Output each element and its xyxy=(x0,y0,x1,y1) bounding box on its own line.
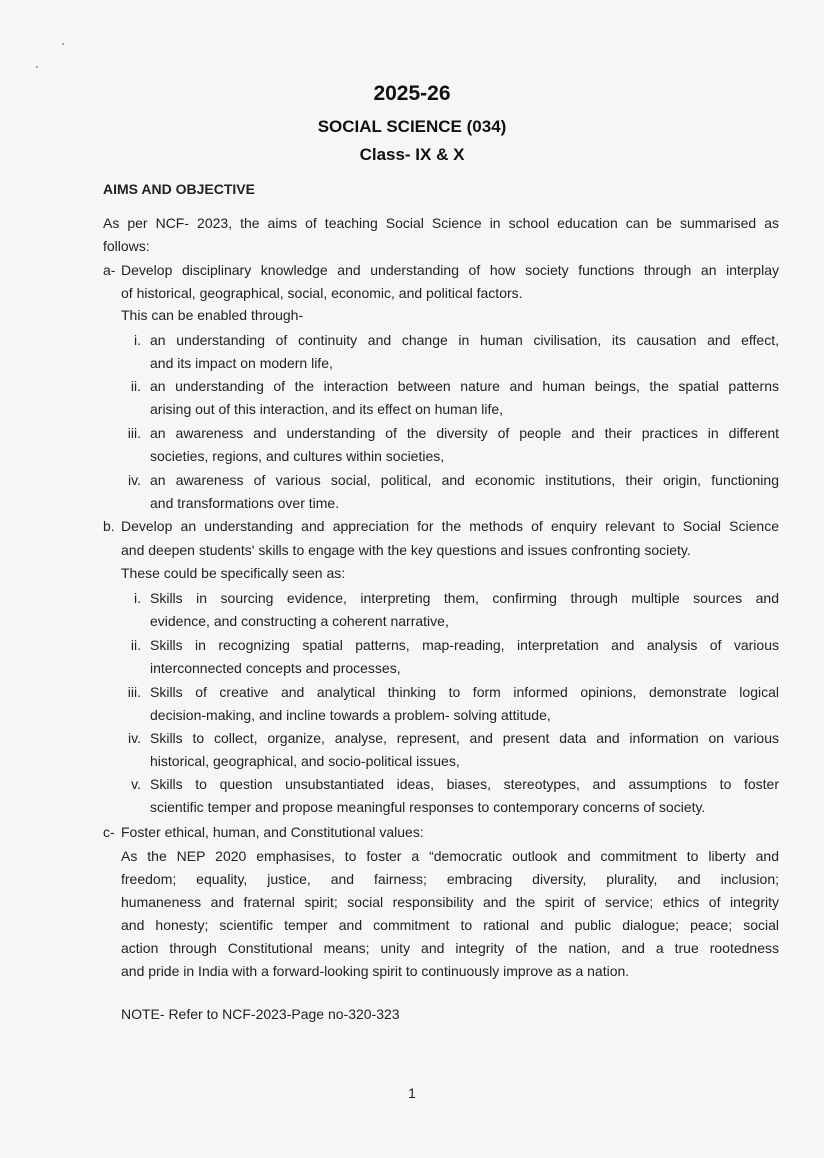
item-a-sub-num: iv. xyxy=(128,472,141,488)
scan-speck xyxy=(62,43,64,45)
item-c-paragraph-line: humaneness and fraternal spirit; social responsibility and the spirit of service; ethics of integrity xyxy=(121,894,779,910)
item-c-paragraph-line: freedom; equality, justice, and fairness; embracing diversity, plurality, and inclusion; xyxy=(121,871,779,887)
item-b-line: Develop an understanding and appreciation for the methods of enquiry relevant to Social Science xyxy=(121,518,779,534)
item-a-sub-line: an awareness of various social, political, and economic institutions, their origin, functioning xyxy=(150,472,779,488)
item-a-sub-num: ii. xyxy=(130,378,141,394)
item-c-title: Foster ethical, human, and Constitutional values: xyxy=(121,824,424,840)
item-a-sub-line: an awareness and understanding of the diversity of people and their practices in different xyxy=(150,425,779,441)
subject-heading: SOCIAL SCIENCE (034) xyxy=(317,117,507,136)
item-b-sub-num: iv. xyxy=(128,730,141,746)
item-a-line: of historical, geographical, social, economic, and political factors. xyxy=(121,285,523,301)
item-c-paragraph-line: action through Constitutional means; unity and integrity of the nation, and a true rootedness xyxy=(121,940,779,956)
item-b-sub-line: interconnected concepts and processes, xyxy=(150,660,401,676)
item-a-lead: This can be enabled through- xyxy=(121,307,304,323)
item-b-sub-line: scientific temper and propose meaningful responses to contemporary concerns of society. xyxy=(150,799,706,815)
item-b-line: and deepen students' skills to engage with the key questions and issues confronting society. xyxy=(121,542,691,558)
item-b-sub-num: v. xyxy=(131,776,141,792)
item-a-sub-line: arising out of this interaction, and its effect on human life, xyxy=(150,401,504,417)
class-heading: Class- IX & X xyxy=(359,145,465,164)
note: NOTE- Refer to NCF-2023-Page no-320-323 xyxy=(121,1006,400,1022)
item-a-marker: a- xyxy=(103,262,116,278)
item-a-sub-line: an understanding of the interaction between nature and human beings, the spatial patterns xyxy=(150,378,779,394)
section-heading: AIMS AND OBJECTIVE xyxy=(103,181,255,197)
item-b-sub-line: decision-making, and incline towards a problem- solving attitude, xyxy=(150,707,551,723)
item-a-sub-num: iii. xyxy=(127,425,141,441)
item-c-paragraph-line: and pride in India with a forward-looking spirit to continuously improve as a nation. xyxy=(121,963,630,979)
year-heading: 2025-26 xyxy=(373,82,451,105)
item-b-sub-line: Skills in recognizing spatial patterns, map-reading, interpretation and analysis of various xyxy=(150,637,779,653)
item-b-sub-line: Skills of creative and analytical thinking to form informed opinions, demonstrate logical xyxy=(150,684,779,700)
item-a-sub-num: i. xyxy=(134,332,141,348)
scan-speck xyxy=(36,66,38,68)
item-a-sub-line: societies, regions, and cultures within societies, xyxy=(150,448,445,464)
item-b-sub-line: historical, geographical, and socio-political issues, xyxy=(150,753,460,769)
item-a-line: Develop disciplinary knowledge and understanding of how society functions through an interplay xyxy=(121,262,779,278)
item-b-sub-num: i. xyxy=(134,590,141,606)
item-b-marker: b. xyxy=(103,518,115,534)
item-b-lead: These could be specifically seen as: xyxy=(121,565,346,581)
item-b-sub-line: Skills in sourcing evidence, interpreting them, confirming through multiple sources and xyxy=(150,590,779,606)
item-c-marker: c- xyxy=(103,824,115,840)
item-b-sub-line: Skills to question unsubstantiated ideas, biases, stereotypes, and assumptions to foster xyxy=(150,776,779,792)
item-b-sub-line: Skills to collect, organize, analyse, represent, and present data and information on various xyxy=(150,730,779,746)
item-a-sub-line: an understanding of continuity and change in human civilisation, its causation and effect, xyxy=(150,332,779,348)
item-a-sub-line: and transformations over time. xyxy=(150,495,340,511)
intro-line: As per NCF- 2023, the aims of teaching Social Science in school education can be summarised as xyxy=(103,215,779,231)
intro-line: follows: xyxy=(103,238,150,254)
item-b-sub-num: iii. xyxy=(127,684,141,700)
item-b-sub-line: evidence, and constructing a coherent narrative, xyxy=(150,613,449,629)
page-number: 1 xyxy=(408,1085,416,1101)
item-c-paragraph-line: As the NEP 2020 emphasises, to foster a “democratic outlook and commitment to liberty and xyxy=(121,848,779,864)
item-c-paragraph-line: and honesty; scientific temper and commitment to rational and public dialogue; peace; social xyxy=(121,917,779,933)
item-b-sub-num: ii. xyxy=(130,637,141,653)
item-a-sub-line: and its impact on modern life, xyxy=(150,355,333,371)
